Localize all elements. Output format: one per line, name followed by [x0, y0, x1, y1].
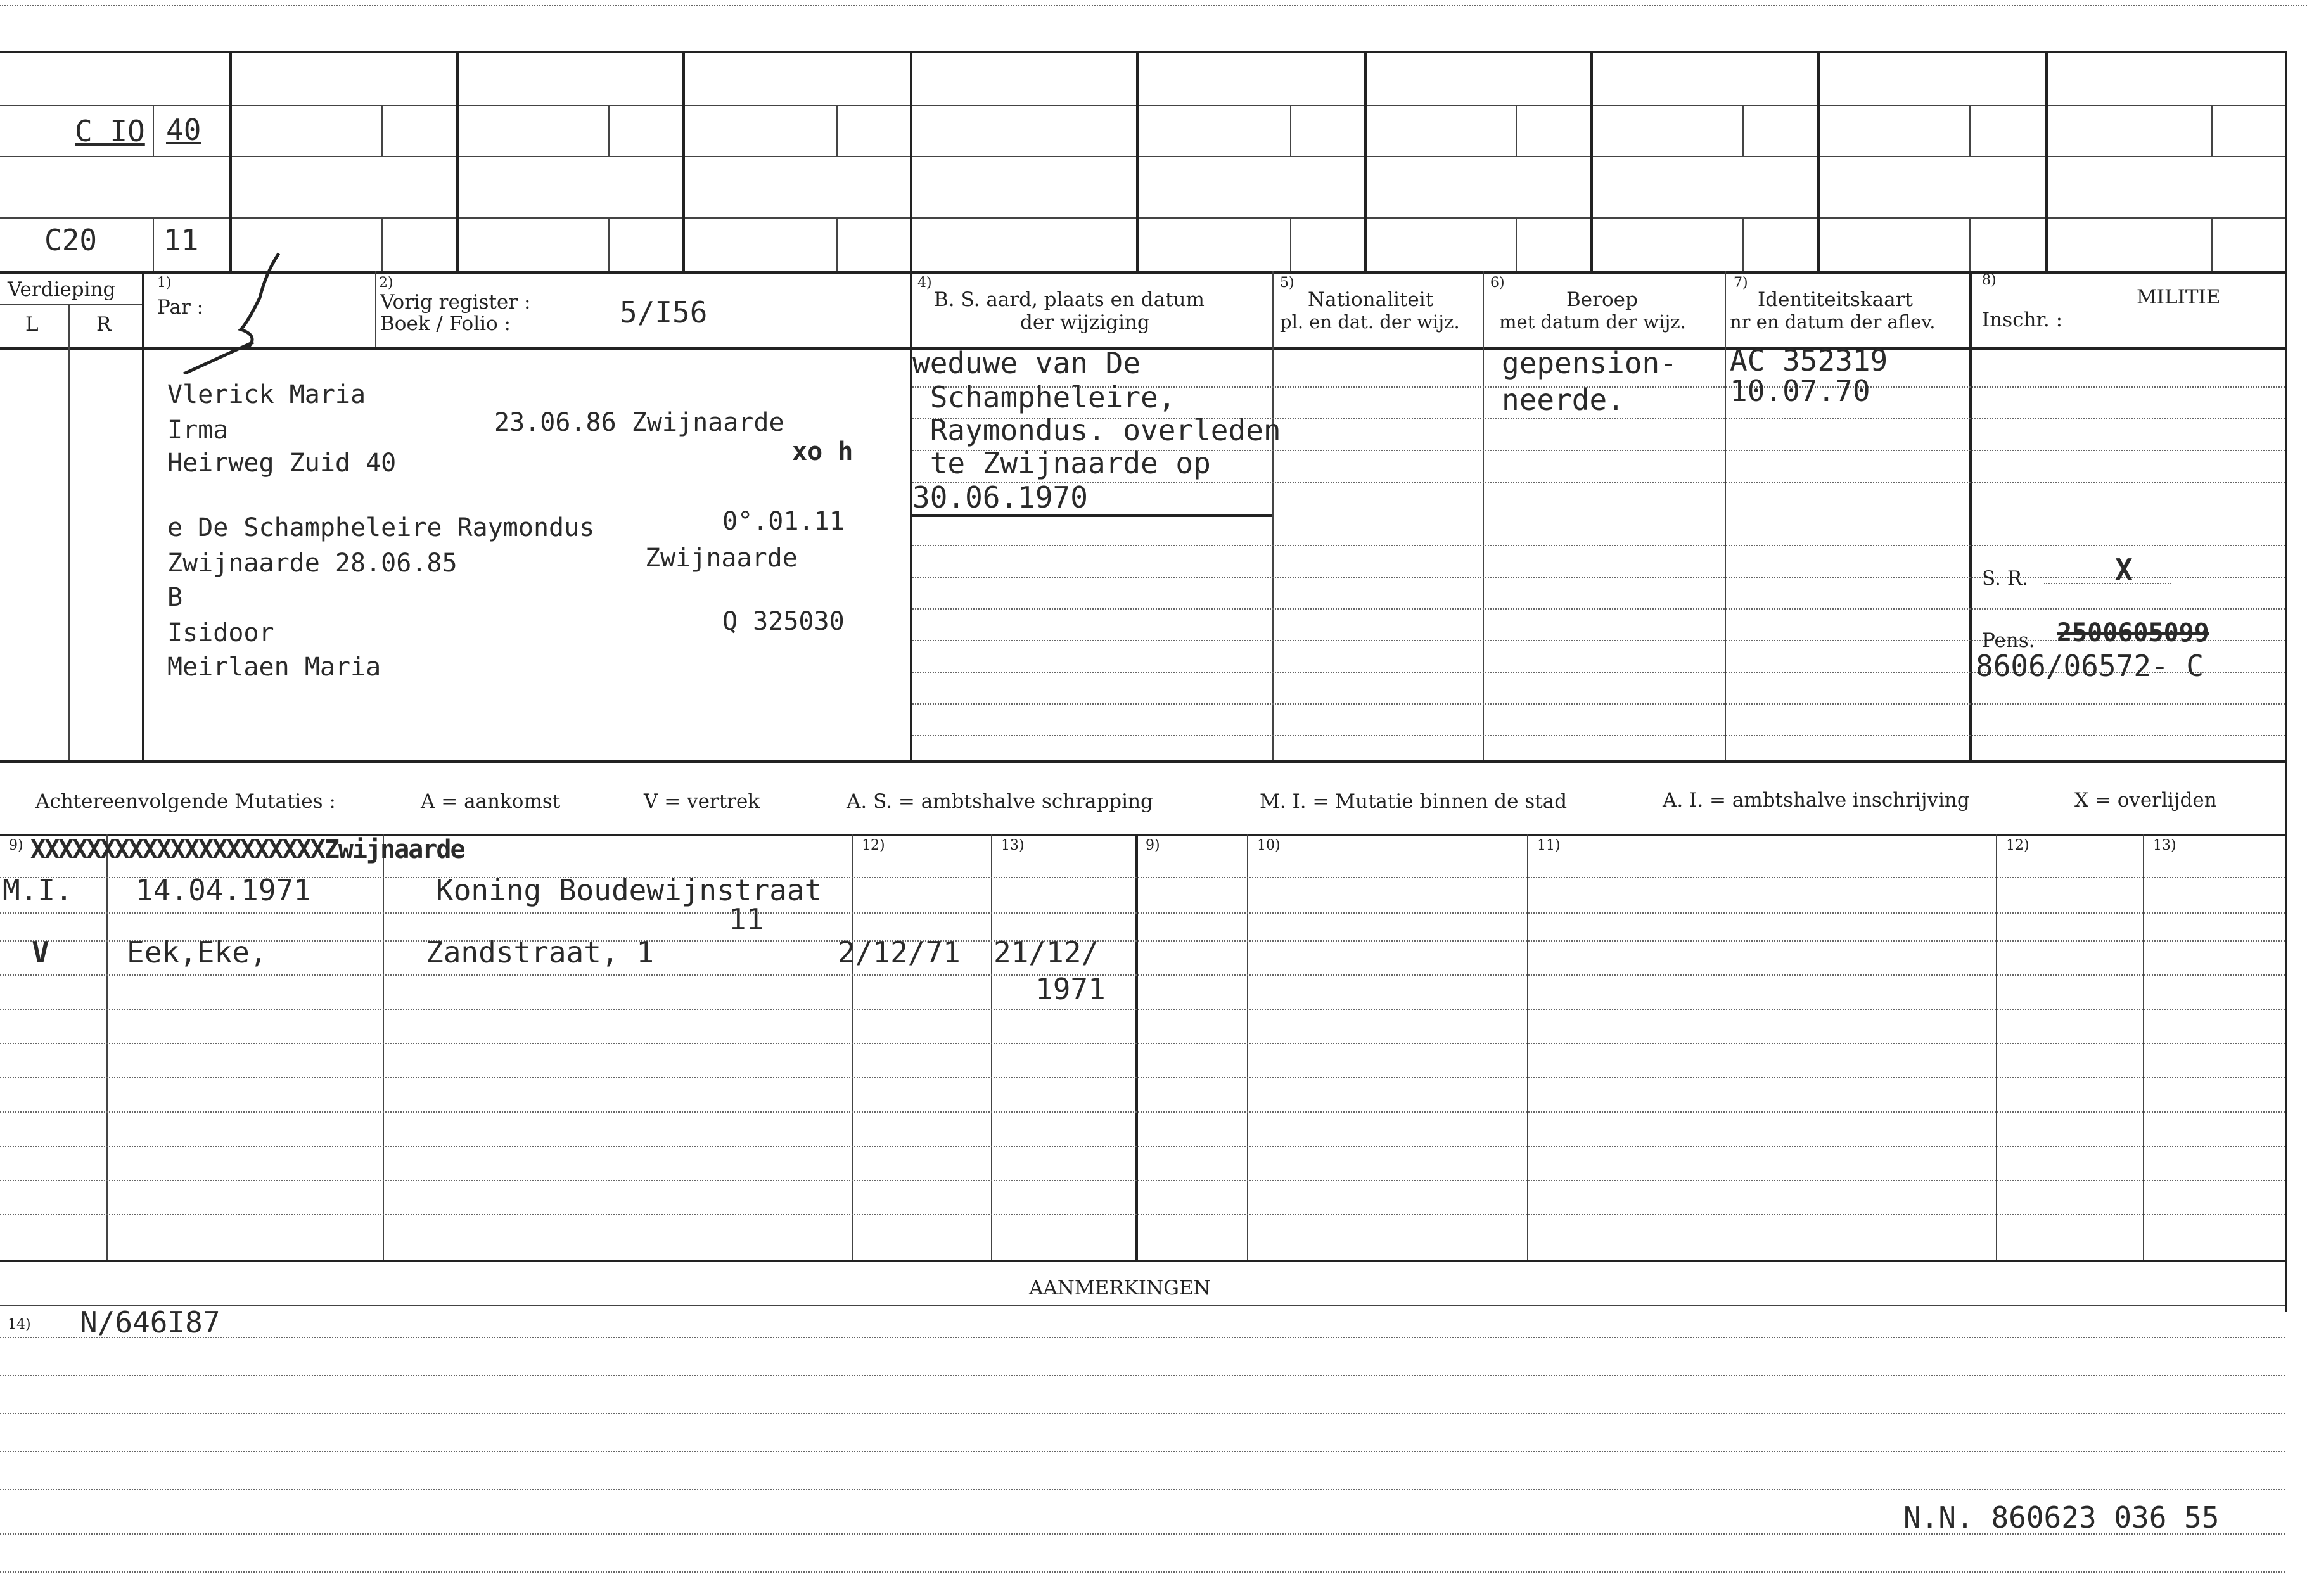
mut-struck-header: XXXXXXXXXXXXXXXXXXXXXZwijnaarde: [30, 835, 464, 864]
header-vline: [375, 271, 376, 347]
top-tick: [381, 217, 383, 271]
mut-ruled-line: [0, 1009, 2285, 1010]
main-vline: [1272, 271, 1274, 760]
top-tick: [1742, 105, 1744, 156]
mut-col9-number: 9): [9, 838, 23, 853]
par-number: 1): [157, 275, 172, 291]
mut-vline: [383, 834, 384, 1260]
mut2-col11-number: 11): [1537, 838, 1561, 853]
mutation-type: M.I.: [3, 873, 73, 907]
father-name: Isidoor: [167, 618, 274, 648]
id-line-2: 10.07.70: [1730, 374, 1870, 408]
boek-folio-label: Boek / Folio :: [380, 312, 511, 335]
verdieping-l: L: [25, 313, 39, 336]
top-tick: [1742, 217, 1744, 271]
top-vline: [1136, 51, 1139, 271]
mut-vline: [106, 834, 108, 1260]
remarks-title: AANMERKINGEN: [1029, 1277, 1211, 1299]
top-vline: [456, 51, 459, 271]
bs-number: 4): [917, 275, 932, 291]
top-tick: [1969, 105, 1971, 156]
mut-ruled-line: [0, 1111, 2285, 1113]
nat-number: 5): [1280, 275, 1294, 291]
code-11: 11: [163, 223, 199, 257]
pens-label: Pens.: [1982, 629, 2035, 652]
top-tick: [1516, 105, 1517, 156]
mut-ruled-line: [0, 877, 2285, 878]
top-rule-3: [0, 156, 2287, 157]
bs-end-rule: [910, 514, 1272, 517]
mut-vline-center: [1135, 834, 1138, 1260]
mut-vline: [1996, 834, 1997, 1260]
bs-header-line1: B. S. aard, plaats en datum: [934, 288, 1205, 311]
top-vline: [229, 51, 232, 271]
verdieping-r: R: [96, 313, 112, 336]
mut-ruled-line: [0, 1146, 2285, 1147]
main-vline: [142, 271, 144, 760]
mutation-number: 11: [729, 902, 764, 936]
person-mark: xo h: [792, 437, 853, 466]
sr-value: X: [2115, 552, 2133, 587]
person-b: B: [167, 583, 183, 612]
nat-header-line2: pl. en dat. der wijz.: [1280, 311, 1460, 333]
mut-col12-number: 12): [862, 838, 885, 853]
mut2-col9-number: 9): [1146, 838, 1160, 853]
remarks-ruled-line: [0, 1489, 2285, 1490]
top-tick: [1969, 217, 1971, 271]
main-vline: [1483, 271, 1484, 760]
top-vline: [910, 51, 912, 271]
spouse-birthplace: Zwijnaarde: [645, 544, 798, 573]
mut2-col10-number: 10): [1257, 838, 1281, 853]
top-vline: [2045, 51, 2048, 271]
header-top-rule: [0, 271, 2287, 274]
beroep-line-1: gepension-: [1502, 346, 1677, 380]
person-code: Q 325030: [722, 607, 845, 636]
top-tick: [608, 105, 610, 156]
verdieping-label: Verdieping: [8, 278, 116, 301]
verdieping-rule: [0, 304, 142, 305]
right-edge: [2285, 51, 2287, 1312]
top-vline: [1817, 51, 1820, 271]
id-header-line2: nr en datum der aflev.: [1730, 311, 1936, 333]
mut2-col12-number: 12): [2006, 838, 2029, 853]
top-rule-2: [0, 105, 2287, 106]
top-code-sep: [153, 217, 154, 271]
remarks-ruled-line: [0, 1413, 2285, 1414]
mutation-address: Koning Boudewijnstraat: [436, 873, 822, 907]
mut-vline: [991, 834, 992, 1260]
mut-ruled-line: [0, 1077, 2285, 1078]
top-rule-4: [0, 217, 2287, 219]
top-tick: [608, 217, 610, 271]
top-tick: [1290, 217, 1291, 271]
remarks-value: N/646I87: [80, 1305, 220, 1339]
mutation-bottom-rule: [0, 1260, 2287, 1262]
person-birth: 23.06.86 Zwijnaarde: [494, 408, 784, 437]
ruled-line: [912, 545, 2285, 546]
spouse-date: 0°.01.11: [722, 507, 845, 536]
verdieping-split: [68, 304, 70, 760]
remarks-ruled-line: [0, 1337, 2285, 1338]
militie-number: 8): [1982, 272, 1997, 288]
bs-line-5: 30.06.1970: [912, 480, 1088, 514]
mutation-col13-year: 1971: [1035, 972, 1106, 1006]
legend-x: X = overlijden: [2074, 789, 2217, 812]
top-tick: [836, 217, 838, 271]
top-edge-line: [0, 5, 2307, 6]
ruled-line: [912, 577, 2285, 578]
legend-as: A. S. = ambtshalve schrapping: [847, 790, 1153, 813]
legend-a: A = aankomst: [421, 790, 561, 813]
mutation-address: Zandstraat, 1: [426, 935, 655, 969]
par-signature-mark: [171, 247, 298, 374]
remarks-rule: [0, 1305, 2285, 1306]
beroep-header-line2: met datum der wijz.: [1499, 311, 1686, 333]
mut-ruled-line: [0, 974, 2285, 976]
boek-folio-value: 5/I56: [620, 295, 708, 329]
person-address: Heirweg Zuid 40: [167, 449, 397, 478]
bs-header-line2: der wijziging: [1020, 311, 1150, 334]
top-vline: [682, 51, 685, 271]
spouse-name: e De Schampheleire Raymondus: [167, 513, 595, 542]
main-vline: [1725, 271, 1726, 760]
top-tick: [1290, 105, 1291, 156]
top-tick: [2211, 217, 2213, 271]
mut-vline: [2143, 834, 2144, 1260]
pens-value: 8606/06572- C: [1976, 649, 2204, 683]
top-tick: [1516, 217, 1517, 271]
ruled-line: [912, 735, 2285, 736]
id-number: 7): [1734, 275, 1748, 291]
spouse-birth: Zwijnaarde 28.06.85: [167, 549, 457, 578]
top-tick: [2211, 105, 2213, 156]
top-code-sep: [153, 105, 154, 156]
id-header-line1: Identiteitskaart: [1758, 288, 1913, 311]
nat-header-line1: Nationaliteit: [1308, 288, 1434, 311]
mut-ruled-line: [0, 1043, 2285, 1044]
code-c20: C20: [44, 223, 98, 257]
vorig-number: 2): [379, 275, 393, 291]
legend-v: V = vertrek: [644, 790, 760, 813]
mutation-date: 14.04.1971: [136, 873, 311, 907]
ruled-line: [912, 703, 2285, 705]
mut-vline: [852, 834, 853, 1260]
header-bottom-rule: [0, 347, 2287, 350]
mut2-col13-number: 13): [2153, 838, 2176, 853]
top-vline: [1364, 51, 1367, 271]
code-40: 40: [166, 113, 201, 147]
mut-ruled-line: [0, 940, 2285, 942]
bs-line-4: te Zwijnaarde op: [912, 446, 1211, 480]
remarks-ruled-line: [0, 1375, 2285, 1376]
ruled-line: [912, 482, 2285, 483]
id-line-1: AC 352319: [1730, 343, 1888, 378]
mutation-type: V: [32, 935, 49, 969]
top-vline: [1590, 51, 1593, 271]
sr-label: S. R.: [1982, 567, 2029, 590]
mut-vline: [1527, 834, 1528, 1260]
legend-mi: M. I. = Mutatie binnen de stad: [1260, 790, 1568, 813]
par-label: Par :: [157, 296, 204, 319]
top-rule: [0, 51, 2287, 53]
mutation-col12: 2/12/71: [838, 935, 961, 969]
main-vline: [1969, 271, 1972, 760]
remarks-ruled-line: [0, 1571, 2285, 1573]
ruled-line: [912, 608, 2285, 610]
militie-label: MILITIE: [2137, 286, 2221, 309]
bs-line-1: weduwe van De: [912, 346, 1141, 380]
vorig-register-label: Vorig register :: [380, 291, 531, 314]
beroep-number: 6): [1490, 275, 1505, 291]
person-name-line2: Irma: [167, 416, 229, 445]
mut-vline: [1247, 834, 1248, 1260]
main-bottom-rule: [0, 760, 2287, 763]
mother-name: Meirlaen Maria: [167, 653, 381, 682]
top-tick: [836, 105, 838, 156]
mutation-col13: 21/12/: [994, 935, 1099, 969]
legend-title: Achtereenvolgende Mutaties :: [35, 790, 336, 813]
remarks-number: 14): [8, 1317, 31, 1332]
top-tick: [381, 105, 383, 156]
person-name-line1: Vlerick Maria: [167, 380, 366, 409]
mut-ruled-line: [0, 1180, 2285, 1181]
code-c-io: C IO: [75, 114, 145, 148]
beroep-header-line1: Beroep: [1566, 288, 1638, 311]
legend-ai: A. I. = ambtshalve inschrijving: [1663, 789, 1970, 812]
inschr-label: Inschr. :: [1982, 309, 2063, 331]
sr-underline: [2044, 583, 2171, 584]
mut-ruled-line: [0, 912, 2285, 914]
beroep-line-2: neerde.: [1502, 383, 1625, 417]
remarks-ruled-line: [0, 1451, 2285, 1452]
mut-ruled-line: [0, 1214, 2285, 1215]
bs-line-2: Schampheleire,: [912, 380, 1176, 414]
bs-line-3: Raymondus. overleden: [912, 413, 1281, 447]
mutation-place: Eek,Eke,: [127, 935, 267, 969]
mut-col13-number: 13): [1001, 838, 1025, 853]
national-number: N.N. 860623 036 55: [1903, 1500, 2220, 1535]
pens-struck-value: 2500605099: [2057, 618, 2209, 648]
